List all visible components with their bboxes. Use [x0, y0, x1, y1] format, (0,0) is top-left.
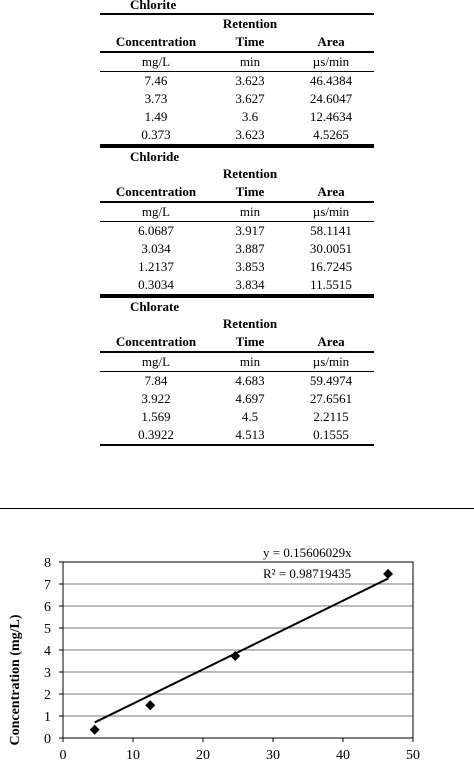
table-row: [100, 108, 374, 126]
cell-time: 3.623: [235, 127, 265, 142]
cell-concentration: 3.034: [141, 241, 171, 256]
cell-area: 58.1141: [310, 223, 352, 238]
cell-area: 59.4974: [309, 373, 353, 388]
y-axis-ticks: [44, 556, 63, 747]
cell-concentration: 3.922: [141, 391, 171, 406]
unit-area: µs/min: [312, 54, 350, 69]
x-tick-label: 50: [406, 748, 420, 763]
header-area: Area: [317, 184, 345, 199]
cell-area: 2.2115: [313, 409, 349, 424]
header-retention: Retention: [222, 166, 278, 181]
header-row: [100, 183, 374, 203]
header-area: Area: [317, 34, 345, 49]
cell-time: 3.834: [235, 277, 265, 292]
cell-concentration: 7.46: [144, 73, 168, 88]
cell-time: 4.697: [235, 391, 265, 406]
y-axis-label: Concentration (mg/L): [8, 614, 23, 746]
table-title: Chlorate: [130, 299, 180, 314]
unit-time: min: [239, 354, 261, 369]
calibration-chart: [0, 545, 474, 770]
cell-area: 27.6561: [309, 391, 353, 406]
cell-area: 16.7245: [309, 259, 353, 274]
cell-time: 4.513: [235, 427, 265, 442]
unit-area: µs/min: [312, 204, 350, 219]
x-tick-label: 30: [266, 748, 280, 763]
header-row: [100, 33, 374, 53]
header-concentration: Concentration: [115, 184, 197, 199]
unit-concentration: mg/L: [141, 54, 171, 69]
cell-concentration: 1.569: [141, 409, 171, 424]
table-title: Chlorite: [100, 0, 374, 15]
table-row: [100, 126, 374, 146]
header-retention: Retention: [222, 16, 278, 31]
table-row: [100, 276, 374, 296]
data-point: [383, 569, 393, 579]
units-row: [100, 203, 374, 222]
x-tick-label: 40: [336, 748, 350, 763]
table-row: [100, 408, 374, 426]
data-points: [90, 569, 393, 735]
cell-area: 46.4384: [309, 73, 353, 88]
cell-time: 4.5: [241, 409, 259, 424]
y-tick-label: 4: [44, 644, 51, 659]
x-tick-label: 0: [59, 748, 67, 763]
data-point: [145, 700, 155, 710]
cell-time: 3.853: [235, 259, 265, 274]
units-row: [100, 353, 374, 372]
table-row: [100, 258, 374, 276]
cell-concentration: 1.49: [144, 109, 168, 124]
cell-concentration: 6.0687: [138, 223, 174, 238]
table-row: [100, 222, 374, 240]
cell-area: 11.5515: [310, 277, 352, 292]
x-tick-label: 20: [196, 748, 210, 763]
cell-time: 3.627: [235, 91, 265, 106]
cell-concentration: 0.3034: [138, 277, 174, 292]
cell-time: 3.623: [235, 73, 265, 88]
cell-time: 3.6: [241, 109, 259, 124]
table-chlorite: [100, 0, 374, 146]
table-row: [100, 90, 374, 108]
data-point: [90, 725, 100, 735]
cell-area: 0.1555: [313, 427, 349, 442]
unit-concentration: mg/L: [141, 204, 171, 219]
table-chloride: [100, 146, 374, 296]
x-tick-label: 10: [126, 748, 140, 763]
r-squared-label: R² = 0.98719435: [263, 566, 352, 581]
y-tick-label: 1: [44, 710, 51, 725]
header-concentration: Concentration: [115, 34, 197, 49]
y-tick-label: 2: [44, 688, 51, 703]
header-retention: Retention: [222, 316, 278, 331]
y-tick-label: 0: [44, 732, 51, 747]
chart-grid: [63, 584, 413, 716]
cell-concentration: 0.3922: [138, 427, 174, 442]
cell-concentration: 1.2137: [138, 259, 174, 274]
y-tick-label: 6: [44, 600, 51, 615]
calibration-tables: [100, 0, 374, 446]
y-tick-label: 7: [44, 578, 51, 593]
cell-time: 3.917: [235, 223, 265, 238]
table-row: [100, 240, 374, 258]
trendline-equation: y = 0.15606029x: [263, 545, 352, 560]
cell-concentration: 7.84: [144, 373, 168, 388]
y-tick-label: 5: [44, 622, 51, 637]
y-tick-label: 8: [44, 556, 51, 571]
header-row-top: [100, 15, 374, 33]
unit-area: µs/min: [312, 354, 350, 369]
cell-concentration: 3.73: [144, 91, 168, 106]
cell-time: 4.683: [235, 373, 265, 388]
table-title: Chloride: [130, 149, 180, 164]
cell-area: 30.0051: [309, 241, 353, 256]
unit-time: min: [239, 54, 261, 69]
table-row: [100, 372, 374, 390]
header-time: Time: [235, 184, 265, 199]
header-concentration: Concentration: [115, 334, 197, 349]
unit-concentration: mg/L: [141, 354, 171, 369]
section-divider: [0, 508, 474, 509]
cell-area: 4.5265: [313, 127, 349, 142]
cell-area: 24.6047: [309, 91, 353, 106]
header-row-top: [100, 315, 374, 333]
units-row: [100, 53, 374, 72]
header-row: [100, 333, 374, 353]
table-row: [100, 390, 374, 408]
table-row: [100, 426, 374, 446]
cell-time: 3.887: [235, 241, 265, 256]
cell-concentration: 0.373: [141, 127, 171, 142]
header-area: Area: [317, 334, 345, 349]
header-row-top: [100, 165, 374, 183]
table-row: [100, 72, 374, 90]
x-axis-ticks: [60, 738, 421, 763]
cell-area: 12.4634: [309, 109, 353, 124]
table-chlorate: [100, 296, 374, 446]
y-tick-label: 3: [44, 666, 51, 681]
header-time: Time: [235, 34, 265, 49]
unit-time: min: [239, 204, 261, 219]
header-time: Time: [235, 334, 265, 349]
trend-line: [95, 579, 388, 723]
